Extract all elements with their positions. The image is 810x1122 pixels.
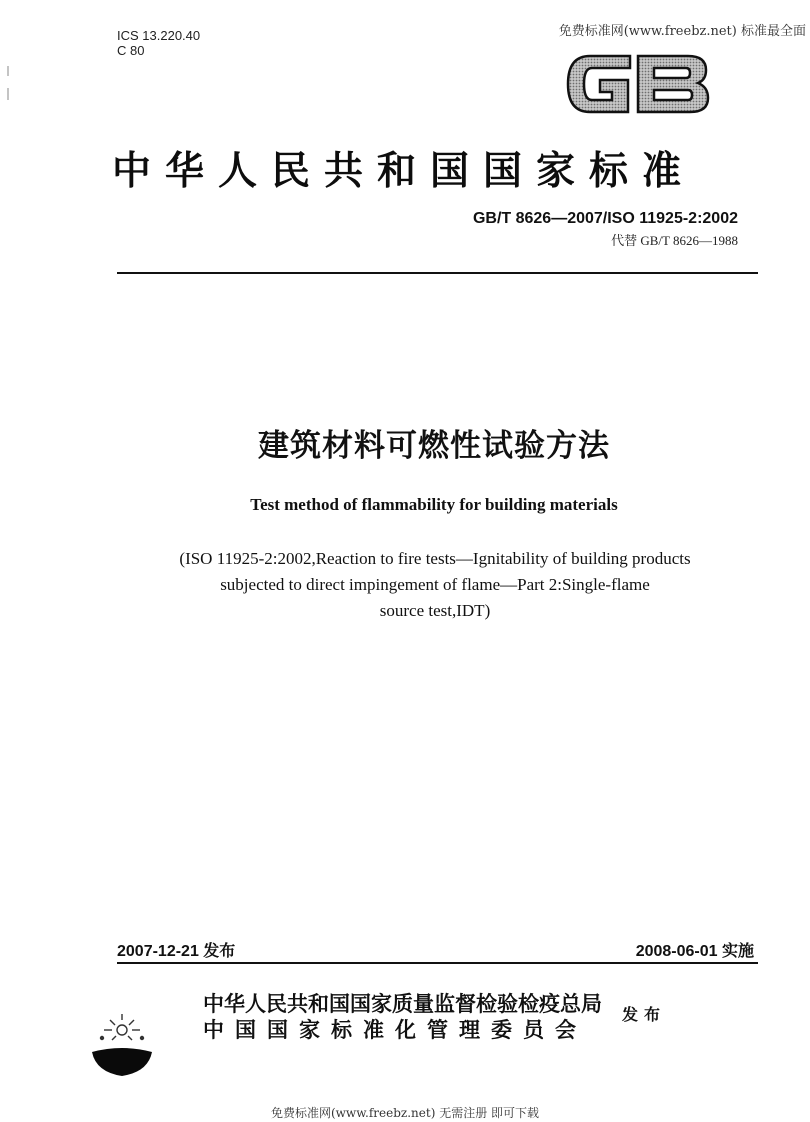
document-title-english: Test method of flammability for building materials [250, 495, 618, 514]
implementation-date: 2008-06-01 实施 [635, 943, 754, 960]
ics-code: ICS 13.220.40 [117, 28, 201, 43]
iso-reference [120, 546, 750, 624]
issuing-authority-aqsiq: 中华人民共和国国家质量监督检验检疫总局 [203, 992, 602, 1016]
footer-divider [117, 962, 758, 964]
iso-reference-line: source test,IDT) [379, 601, 491, 620]
watermark-top: 免费标准网(www.freebz.net) 标准最全面 [558, 24, 806, 39]
margin-marks [6, 66, 10, 106]
gb-logo [560, 46, 716, 122]
watermark-bottom: 免费标准网(www.freebz.net) 无需注册 即可下载 [270, 1106, 540, 1120]
replaces-standard: 代替 GB/T 8626—1988 [611, 233, 738, 248]
iso-reference-line: subjected to direct impingement of flame—Part 2:Single-flame [220, 575, 650, 594]
standard-number: GB/T 8626—2007/ISO 11925-2:2002 [472, 210, 738, 227]
header-divider [117, 272, 758, 274]
issue-date: 2007-12-21 发布 [117, 943, 236, 960]
ccs-code: C 80 [117, 43, 145, 58]
issuing-authority-sac: 中国国家标准化管理委员会 [203, 1018, 587, 1042]
publish-label: 发布 [622, 1005, 667, 1024]
classification-codes [117, 28, 200, 58]
national-emblem-icon [88, 1008, 156, 1078]
iso-reference-line: (ISO 11925-2:2002,Reaction to fire tests—Ignitability of building products [179, 549, 691, 568]
national-standard-heading: 中华人民共和国国家标准 [112, 148, 696, 194]
document-title-chinese: 建筑材料可燃性试验方法 [258, 428, 610, 464]
